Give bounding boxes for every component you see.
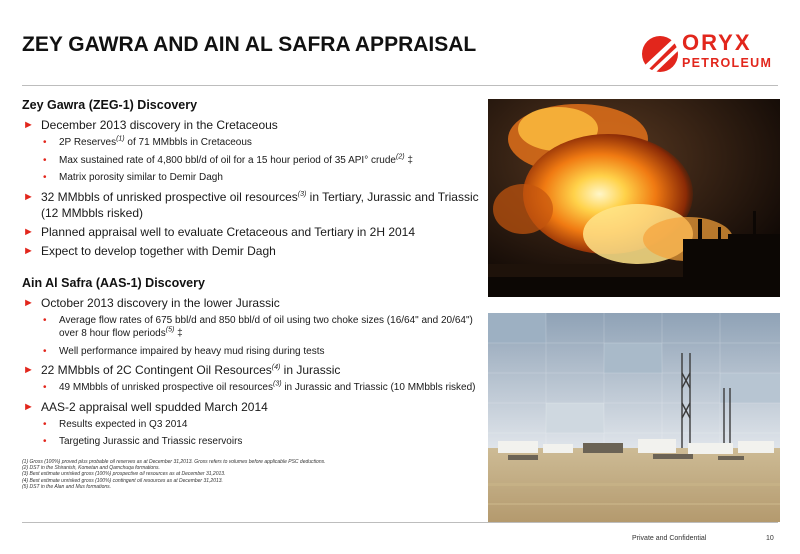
dot-bullet-icon: • [43, 314, 47, 326]
footnote: (3) Best estimate unrisked gross (100%) prospective oil resources as at December 31,2013. [22, 471, 226, 478]
dot-bullet-icon: • [43, 172, 47, 183]
arrow-bullet-icon: ► [23, 244, 34, 257]
flare-photo [488, 99, 780, 297]
page-number: 10 [766, 535, 774, 542]
header-divider [22, 85, 778, 86]
bullet: ► Planned appraisal well to evaluate Cretaceous and Tertiary in 2H 2014 [23, 224, 416, 239]
footnote: (1) Gross (100%) proved plus probable oil reserves as at December 31,2013. Gross refers to volumes before applicable PSC deductions. [22, 459, 326, 465]
main-content [22, 98, 484, 453]
footnote: (5) DST in the Alan and Mus formations. [22, 483, 112, 490]
bullet: ► 22 MMbbls of 2C Contingent Oil Resources$^{(4)}$ in Jurassic [23, 363, 341, 377]
section-heading-ain-al-safra: Ain Al Safra (AAS-1) Discovery [22, 275, 205, 290]
oryx-logo [640, 30, 780, 78]
bullet: ► Expect to develop together with Demir Dagh [23, 243, 276, 258]
dot-bullet-icon: • [43, 154, 47, 166]
confidentiality-label: Private and Confidential [632, 535, 707, 542]
logo-mark-icon [640, 32, 680, 76]
footnote: (4) Best estimate unrisked gross (100%) contingent oil resources as at December 31,2013. [22, 477, 223, 484]
sub-bullet: • Matrix porosity similar to Demir Dagh [43, 172, 223, 183]
section-heading-zey-gawra: Zey Gawra (ZEG-1) Discovery [22, 98, 198, 112]
bullet: ► 32 MMbbls of unrisked prospective oil resources$^{(3)}$ in Tertiary, Jurassic and Triassic (12 MMbbls risked) [23, 189, 479, 220]
footer-divider [22, 522, 778, 523]
bullet: ► AAS-2 appraisal well spudded March 2014 [23, 399, 268, 414]
arrow-bullet-icon: ► [23, 400, 34, 413]
page-title: ZEY GAWRA AND AIN AL SAFRA APPRAISAL [22, 33, 477, 56]
dot-bullet-icon: • [43, 418, 47, 430]
sub-bullet: • Max sustained rate of 4,800 bbl/d of oil for a 15 hour period of 35 API° crude$^{(2)}$ ‡ [43, 153, 413, 166]
arrow-bullet-icon: ► [23, 190, 34, 203]
dot-bullet-icon: • [43, 137, 47, 148]
arrow-bullet-icon: ► [23, 225, 34, 238]
footnotes [22, 459, 325, 490]
sub-bullet: • Well performance impaired by heavy mud rising during tests [43, 345, 325, 357]
logo-wordmark: ORYX [682, 30, 752, 55]
logo-subtitle: PETROLEUM [682, 56, 773, 70]
bullet: ► December 2013 discovery in the Cretaceous [23, 118, 278, 132]
sub-bullet: • Results expected in Q3 2014 [43, 418, 188, 430]
drilling-site-photo [488, 313, 780, 522]
sub-bullet: • 49 MMbbls of unrisked prospective oil resources$^{(3)}$ in Jurassic and Triassic (10 MMbbls risked) [43, 380, 476, 393]
dot-bullet-icon: • [43, 345, 47, 357]
arrow-bullet-icon: ► [23, 296, 34, 309]
bullet: ► October 2013 discovery in the lower Jurassic [23, 295, 280, 310]
footnote: (2) DST in the Shiranish, Kometan and Qamchuqa formations. [22, 465, 160, 472]
sub-bullet: • 2P Reserves$^{(1)}$ of 71 MMbbls in Cretaceous [43, 135, 252, 148]
arrow-bullet-icon: ► [23, 364, 34, 376]
dot-bullet-icon: • [43, 382, 47, 393]
arrow-bullet-icon: ► [23, 119, 34, 131]
dot-bullet-icon: • [43, 436, 47, 447]
sub-bullet: • Targeting Jurassic and Triassic reservoirs [43, 436, 243, 447]
sub-bullet: • Average flow rates of 675 bbl/d and 850 bbl/d of oil using two choke sizes (16/64" and 20/64") over 8 hour flow periods$^{(5)}$ ‡ [43, 314, 473, 339]
